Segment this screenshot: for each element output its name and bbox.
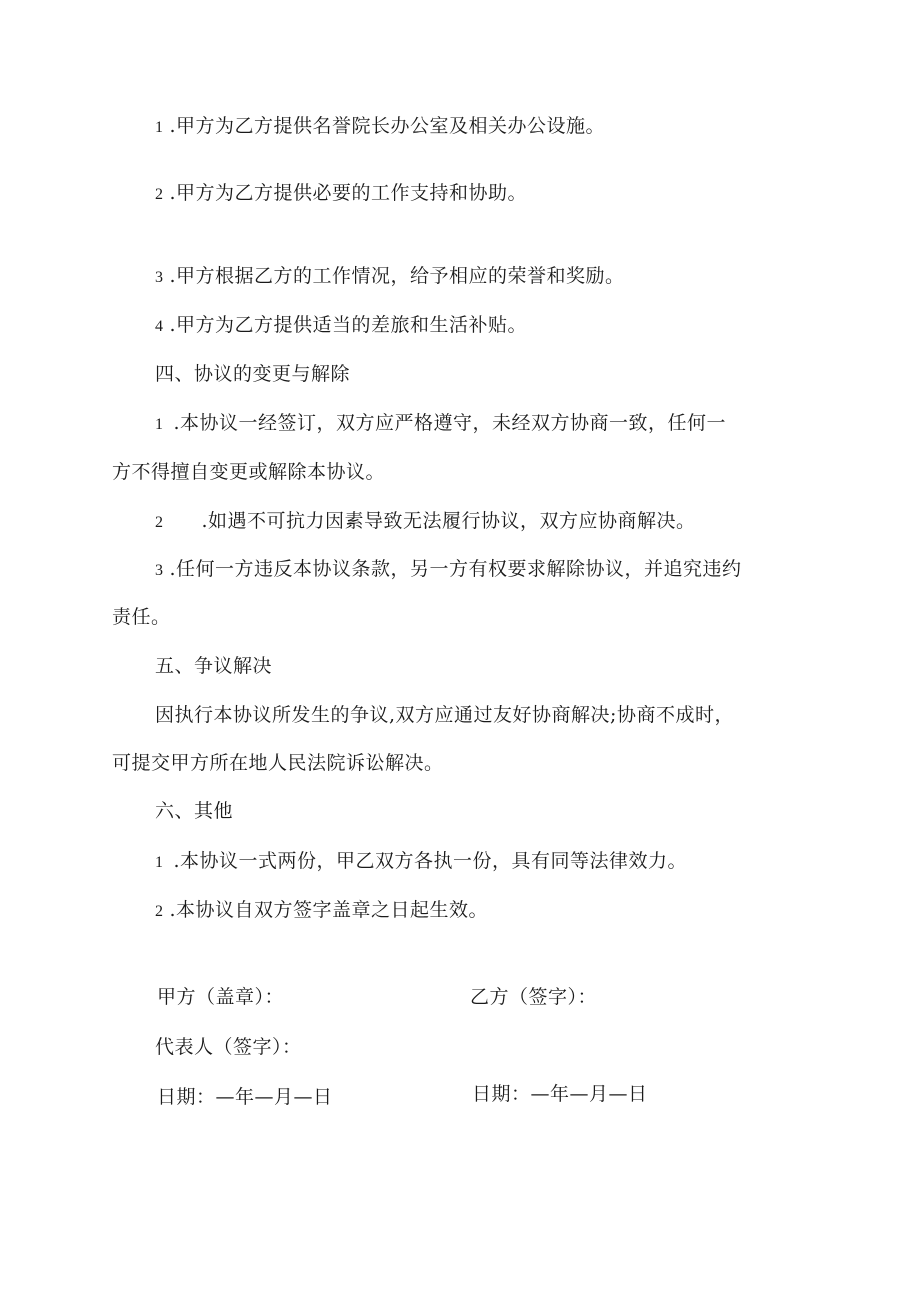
section-heading-4: 四、协议的变更与解除: [155, 363, 351, 385]
item-number: 2: [155, 903, 164, 920]
representative-label: 代表人（签字）：: [155, 1036, 302, 1058]
list-item: [155, 114, 605, 140]
item-text: .本协议自双方签字盖章之日起生效。: [169, 899, 489, 921]
item-text: .甲方为乙方提供必要的工作支持和协助。: [169, 182, 528, 204]
list-item: [155, 557, 742, 583]
section-heading-6: 六、其他: [155, 800, 234, 822]
list-item: [155, 509, 696, 535]
list-item: [155, 898, 488, 924]
paragraph-line: 可提交甲方所在地人民法院诉讼解决。: [112, 752, 444, 774]
item-number: 1: [155, 854, 164, 871]
item-text: .任何一方违反本协议条款，另一方有权要求解除协议，并追究违约: [169, 558, 742, 580]
list-item: [155, 181, 527, 207]
list-item: [155, 849, 687, 875]
item-number: 3: [155, 562, 164, 579]
item-number: 1: [155, 119, 164, 136]
item-text: .如遇不可抗力因素导致无法履行协议，双方应协商解决。: [201, 510, 696, 532]
list-item: [155, 411, 726, 437]
item-text: .本协议一式两份，甲乙双方各执一份，具有同等法律效力。: [173, 850, 688, 872]
item-number: 2: [155, 514, 164, 531]
item-text: .甲方为乙方提供名誉院长办公室及相关办公设施。: [169, 115, 606, 137]
date-b: 日期：—年—月—日: [472, 1083, 648, 1105]
section-heading-5: 五、争议解决: [155, 655, 273, 677]
list-item: [155, 313, 527, 339]
item-continuation: 方不得擅自变更或解除本协议。: [112, 461, 386, 483]
item-text: .甲方根据乙方的工作情况，给予相应的荣誉和奖励。: [169, 265, 625, 287]
item-number: 2: [155, 186, 164, 203]
item-text: .甲方为乙方提供适当的差旅和生活补贴。: [169, 314, 528, 336]
party-a-label: 甲方（盖章）：: [157, 986, 285, 1008]
date-a: 日期：—年—月—日: [157, 1086, 333, 1108]
item-continuation: 责任。: [112, 606, 171, 628]
party-b-label: 乙方（签字）：: [470, 986, 598, 1008]
item-number: 4: [155, 318, 164, 335]
list-item: [155, 264, 625, 290]
item-number: 1: [155, 416, 164, 433]
item-text: .本协议一经签订，双方应严格遵守，未经双方协商一致，任何一: [173, 412, 727, 434]
paragraph-line: 因执行本协议所发生的争议,双方应通过友好协商解决;协商不成时，: [155, 704, 734, 726]
item-number: 3: [155, 269, 164, 286]
